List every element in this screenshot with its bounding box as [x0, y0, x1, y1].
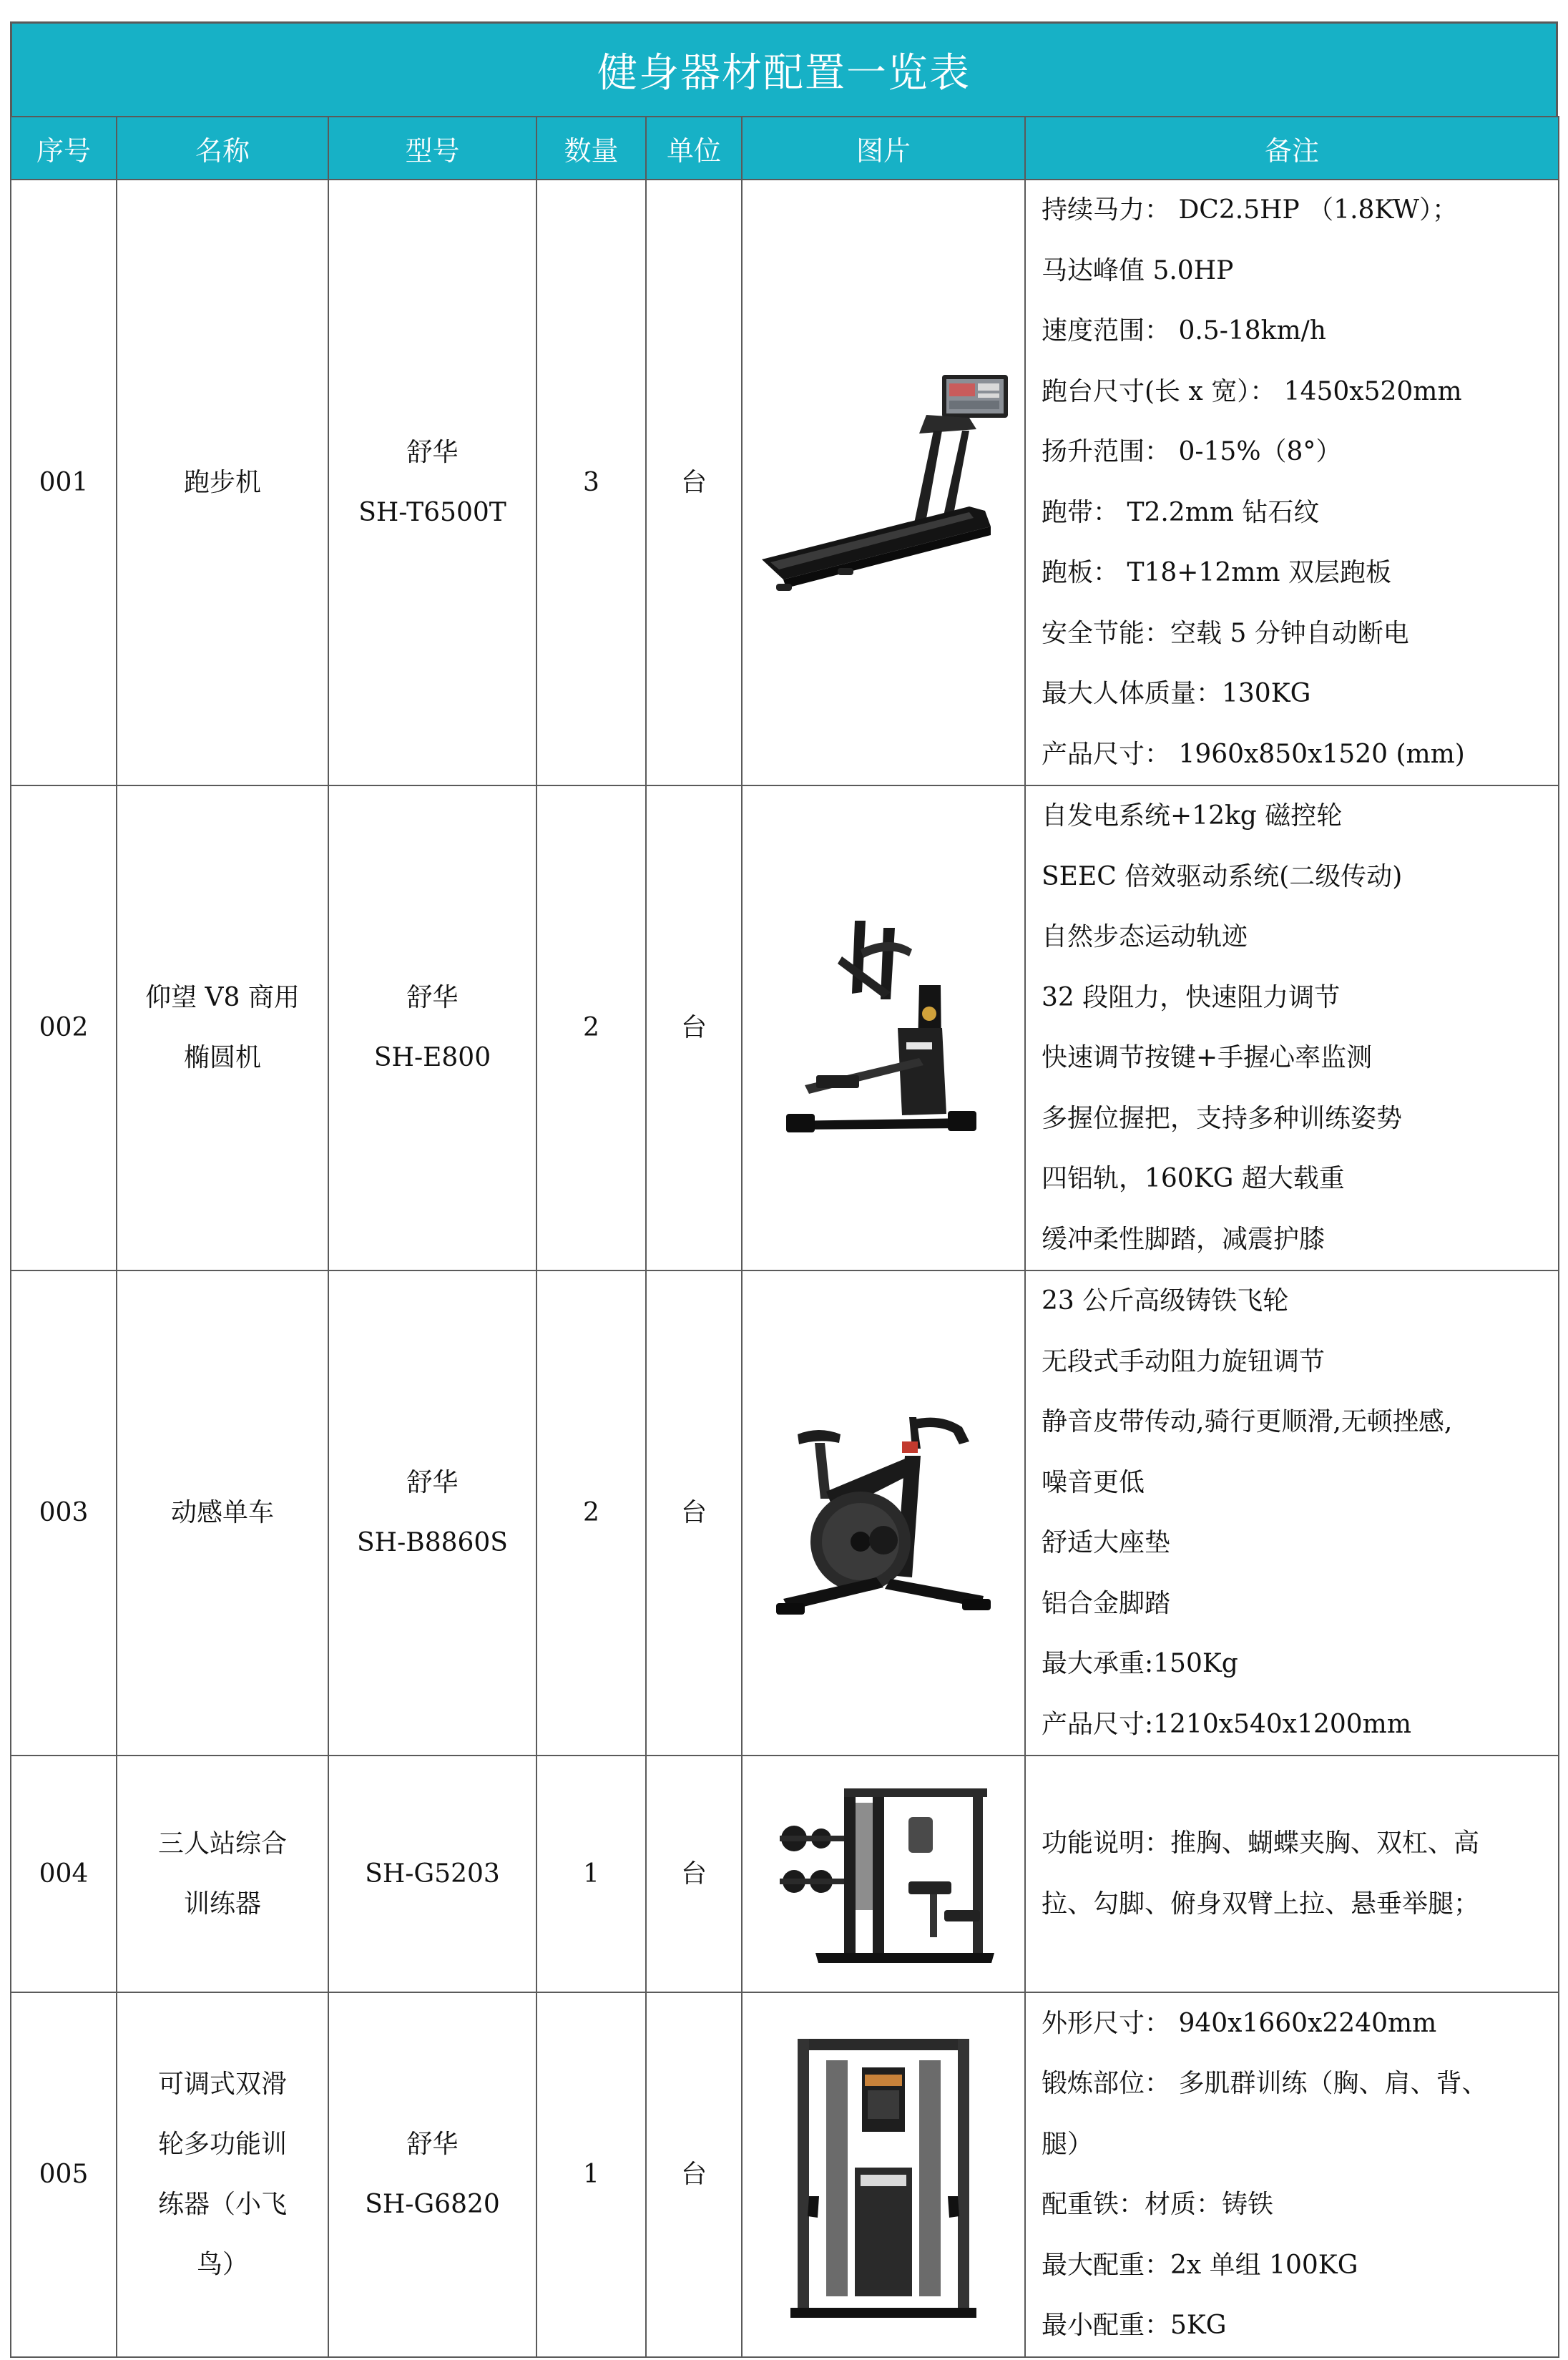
note-line: 舒适大座垫: [1042, 1528, 1171, 1557]
note-line: 马达峰值 5.0HP: [1042, 255, 1234, 285]
cable-crossover-icon: [783, 2024, 984, 2325]
name-line: 跑步机: [183, 467, 261, 497]
row-model: [328, 180, 536, 785]
note-line: 外形尺寸： 940x1660x2240mm: [1042, 2008, 1437, 2038]
note-line: 铝合金脚踏: [1042, 1588, 1171, 1618]
model-brand: 舒华: [406, 983, 459, 1012]
note-line: 最大人体质量：130KG: [1042, 679, 1311, 708]
note-line: 缓冲柔性脚踏，减震护膝: [1042, 1224, 1326, 1254]
note-line: 快速调节按键+手握心率监测: [1042, 1043, 1373, 1072]
row-qty: 2: [536, 1270, 646, 1756]
note-line: 四铝轨，160KG 超大载重: [1042, 1164, 1345, 1193]
row-no: 002: [11, 785, 117, 1270]
row-notes: [1025, 1270, 1559, 1756]
model-code: SH-B8860S: [357, 1528, 508, 1557]
header-image: 图片: [742, 117, 1025, 180]
table-row: [11, 1756, 1559, 1992]
note-line: 锻炼部位： 多肌群训练（胸、肩、背、: [1042, 2069, 1488, 2098]
note-line: 配重铁：材质：铸铁: [1042, 2190, 1274, 2219]
note-line: 32 段阻力，快速阻力调节: [1042, 982, 1341, 1012]
name-line: 练器（小飞: [157, 2190, 287, 2219]
table-row: [11, 785, 1559, 1270]
row-unit: 台: [646, 180, 742, 785]
header-qty: 数量: [536, 117, 646, 180]
header-model: 型号: [328, 117, 536, 180]
row-name: [117, 785, 328, 1270]
note-line: 最大承重:150Kg: [1042, 1649, 1238, 1678]
row-notes: [1025, 1992, 1559, 2357]
note-line: 产品尺寸:1210x540x1200mm: [1042, 1709, 1411, 1739]
note-line: 腿）: [1042, 2129, 1094, 2159]
row-unit: 台: [646, 785, 742, 1270]
row-notes: [1025, 1756, 1559, 1992]
header-notes: 备注: [1025, 117, 1559, 180]
header-unit: 单位: [646, 117, 742, 180]
title-bar: [10, 21, 1558, 116]
header-name: 名称: [117, 117, 328, 180]
row-name: [117, 180, 328, 785]
name-line: 仰望 V8 商用: [145, 983, 300, 1012]
note-line: 最大配重：2x 单组 100KG: [1042, 2250, 1358, 2280]
row-model: [328, 1756, 536, 1992]
cable-crossover-image: [742, 1992, 1025, 2357]
treadmill-image: [742, 180, 1025, 785]
row-model: [328, 1270, 536, 1756]
equipment-sheet: [10, 21, 1558, 2358]
model-brand: 舒华: [406, 2130, 459, 2159]
row-no: 005: [11, 1992, 117, 2357]
row-unit: 台: [646, 1270, 742, 1756]
row-qty: 3: [536, 180, 646, 785]
spin-bike-image: [742, 1270, 1025, 1756]
row-no: 004: [11, 1756, 117, 1992]
row-qty: 1: [536, 1756, 646, 1992]
header-no: 序号: [11, 117, 117, 180]
row-notes: [1025, 180, 1559, 785]
name-line: 鸟）: [196, 2250, 248, 2279]
name-line: 三人站综合: [157, 1828, 287, 1859]
multi-gym-image: [742, 1756, 1025, 1992]
note-line: 最小配重：5KG: [1042, 2311, 1227, 2340]
page-title: 健身器材配置一览表: [597, 49, 971, 97]
row-name: [117, 1270, 328, 1756]
row-name: [117, 1756, 328, 1992]
spin-bike-icon: [769, 1391, 998, 1635]
note-line: 自发电系统+12kg 磁控轮: [1042, 801, 1343, 831]
note-line: 23 公斤高级铸铁飞轮: [1042, 1286, 1289, 1316]
note-line: 产品尺寸： 1960x850x1520 (mm): [1042, 739, 1465, 769]
header-row: [11, 117, 1559, 180]
row-unit: 台: [646, 1756, 742, 1992]
note-line: 拉、勾脚、俯身双臂上拉、悬垂举腿；: [1042, 1889, 1480, 1919]
treadmill-icon: [755, 365, 1012, 601]
elliptical-image: [742, 785, 1025, 1270]
note-line: 速度范围： 0.5-18km/h: [1042, 316, 1326, 346]
name-line: 轮多功能训: [157, 2130, 287, 2159]
row-model: [328, 785, 536, 1270]
name-line: 动感单车: [170, 1498, 274, 1527]
note-line: 跑台尺寸(长 x 宽）： 1450x520mm: [1042, 376, 1462, 406]
model-code: SH-G5203: [365, 1859, 500, 1889]
note-line: 功能说明：推胸、蝴蝶夹胸、双杠、高: [1042, 1828, 1480, 1858]
row-qty: 1: [536, 1992, 646, 2357]
equipment-table: [10, 116, 1559, 2358]
note-line: 自然步态运动轨迹: [1042, 922, 1248, 951]
model-code: SH-T6500T: [358, 497, 506, 527]
row-unit: 台: [646, 1992, 742, 2357]
row-model: [328, 1992, 536, 2357]
note-line: 持续马力： DC2.5HP （1.8KW）；: [1042, 195, 1459, 225]
row-notes: [1025, 785, 1559, 1270]
model-code: SH-E800: [373, 1043, 491, 1072]
note-line: 多握位握把，支持多种训练姿势: [1042, 1103, 1403, 1133]
note-line: 扬升范围： 0-15%（8°）: [1042, 437, 1342, 466]
note-line: 跑板： T18+12mm 双层跑板: [1042, 558, 1391, 587]
model-brand: 舒华: [406, 437, 459, 467]
note-line: 跑带： T2.2mm 钻石纹: [1042, 497, 1320, 527]
note-line: 无段式手动阻力旋钮调节: [1042, 1346, 1326, 1376]
note-line: 噪音更低: [1042, 1467, 1145, 1497]
row-name: [117, 1992, 328, 2357]
multi-gym-icon: [765, 1774, 1001, 1974]
name-line: 训练器: [183, 1889, 261, 1919]
elliptical-icon: [776, 906, 991, 1150]
note-line: 安全节能：空载 5 分钟自动断电: [1042, 618, 1409, 648]
row-no: 001: [11, 180, 117, 785]
name-line: 椭圆机: [183, 1043, 261, 1072]
model-brand: 舒华: [406, 1468, 459, 1497]
note-line: SEEC 倍效驱动系统(二级传动): [1042, 861, 1403, 891]
model-code: SH-G6820: [365, 2190, 500, 2219]
note-line: 静音皮带传动,骑行更顺滑,无顿挫感,: [1042, 1407, 1453, 1436]
name-line: 可调式双滑: [157, 2070, 287, 2099]
table-row: [11, 1270, 1559, 1756]
row-no: 003: [11, 1270, 117, 1756]
row-qty: 2: [536, 785, 646, 1270]
table-row: [11, 180, 1559, 785]
table-row: [11, 1992, 1559, 2357]
